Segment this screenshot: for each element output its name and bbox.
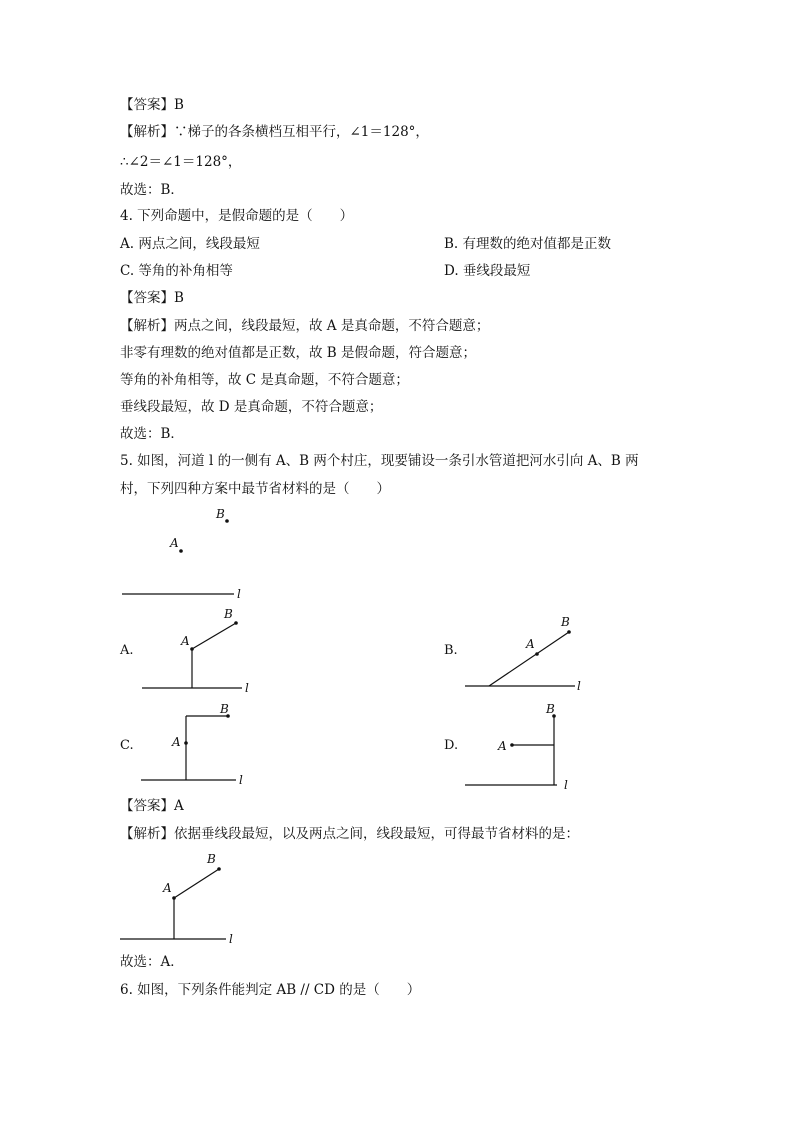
q4-option-c: C. 等角的补角相等 [120,263,233,279]
label-l: l [239,773,243,787]
q4-answer: 【答案】B [120,290,184,306]
q5-analysis: 【解析】依据垂线段最短，以及两点之间，线段最短，可得最节省材料的是： [120,826,579,842]
q4-analysis-line4: 垂线段最短，故 D 是真命题，不符合题意； [120,399,383,415]
q3-conclusion: 故选：B． [120,182,184,198]
label-b: B [216,507,225,521]
q5-conclusion: 故选：A． [120,954,184,970]
label-l: l [229,932,233,946]
q4-analysis-line3: 等角的补角相等，故 C 是真命题，不符合题意； [120,372,409,388]
q5-option-d-figure [460,698,590,793]
q5-stem-line2: 村，下列四种方案中最节省材料的是（ ） [120,481,390,497]
label-b: B [561,615,570,629]
q5-option-a-letter: A. [120,643,134,658]
q5-option-c-letter: C. [120,738,134,753]
village-b-point [217,867,221,871]
q4-option-b: B. 有理数的绝对值都是正数 [444,236,612,252]
q4-option-a: A. 两点之间，线段最短 [120,236,260,252]
label-b: B [220,702,229,716]
village-b-point [567,630,571,634]
q4-analysis-line1: 【解析】两点之间，线段最短，故 A 是真命题，不符合题意； [120,318,490,334]
village-a-point [535,652,539,656]
village-b-point [225,519,229,523]
q5-main-figure [110,500,260,605]
village-a-point [184,741,188,745]
village-b-point [234,621,238,625]
label-a: A [172,735,181,749]
q3-answer: 【答案】B [120,97,184,113]
label-a: A [526,637,535,651]
village-a-point [179,549,183,553]
q4-analysis-line2: 非零有理数的绝对值都是正数，故 B 是假命题，符合题意； [120,345,477,361]
label-b: B [207,852,216,866]
q3-analysis-line1: 【解析】∵梯子的各条横档互相平行，∠1＝128°， [120,124,429,140]
q6-stem: 6. 如图，下列条件能判定 AB // CD 的是（ ） [120,982,421,998]
label-l: l [564,778,568,792]
label-l: l [577,679,581,693]
q4-option-d: D. 垂线段最短 [444,263,531,279]
q4-stem: 4. 下列命题中，是假命题的是（ ） [120,208,354,224]
q5-option-c-figure [135,700,260,790]
label-a: A [163,881,172,895]
label-a: A [170,536,179,550]
q5-option-d-letter: D. [444,738,459,753]
q5-answer: 【答案】A [120,798,184,814]
q5-option-b-figure [460,610,595,695]
label-b: B [546,702,555,716]
label-a: A [498,739,507,753]
pipe-ab [174,869,219,898]
q4-conclusion: 故选：B． [120,426,184,442]
q5-option-b-letter: B. [444,643,458,658]
village-a-point [172,896,176,900]
label-a: A [181,634,190,648]
q5-solution-figure [110,845,250,950]
q5-option-a-figure [135,600,260,695]
pipe-ab [192,623,236,649]
q3-analysis-line2: ∴∠2＝∠1＝128°， [120,154,242,170]
label-l: l [237,587,241,601]
q5-stem-line1: 5. 如图，河道 l 的一侧有 A、B 两个村庄，现要铺设一条引水管道把河水引向 A、B 两 [120,453,639,469]
village-a-point [510,743,514,747]
label-l: l [245,681,249,695]
village-a-point [190,647,194,651]
label-b: B [224,607,233,621]
